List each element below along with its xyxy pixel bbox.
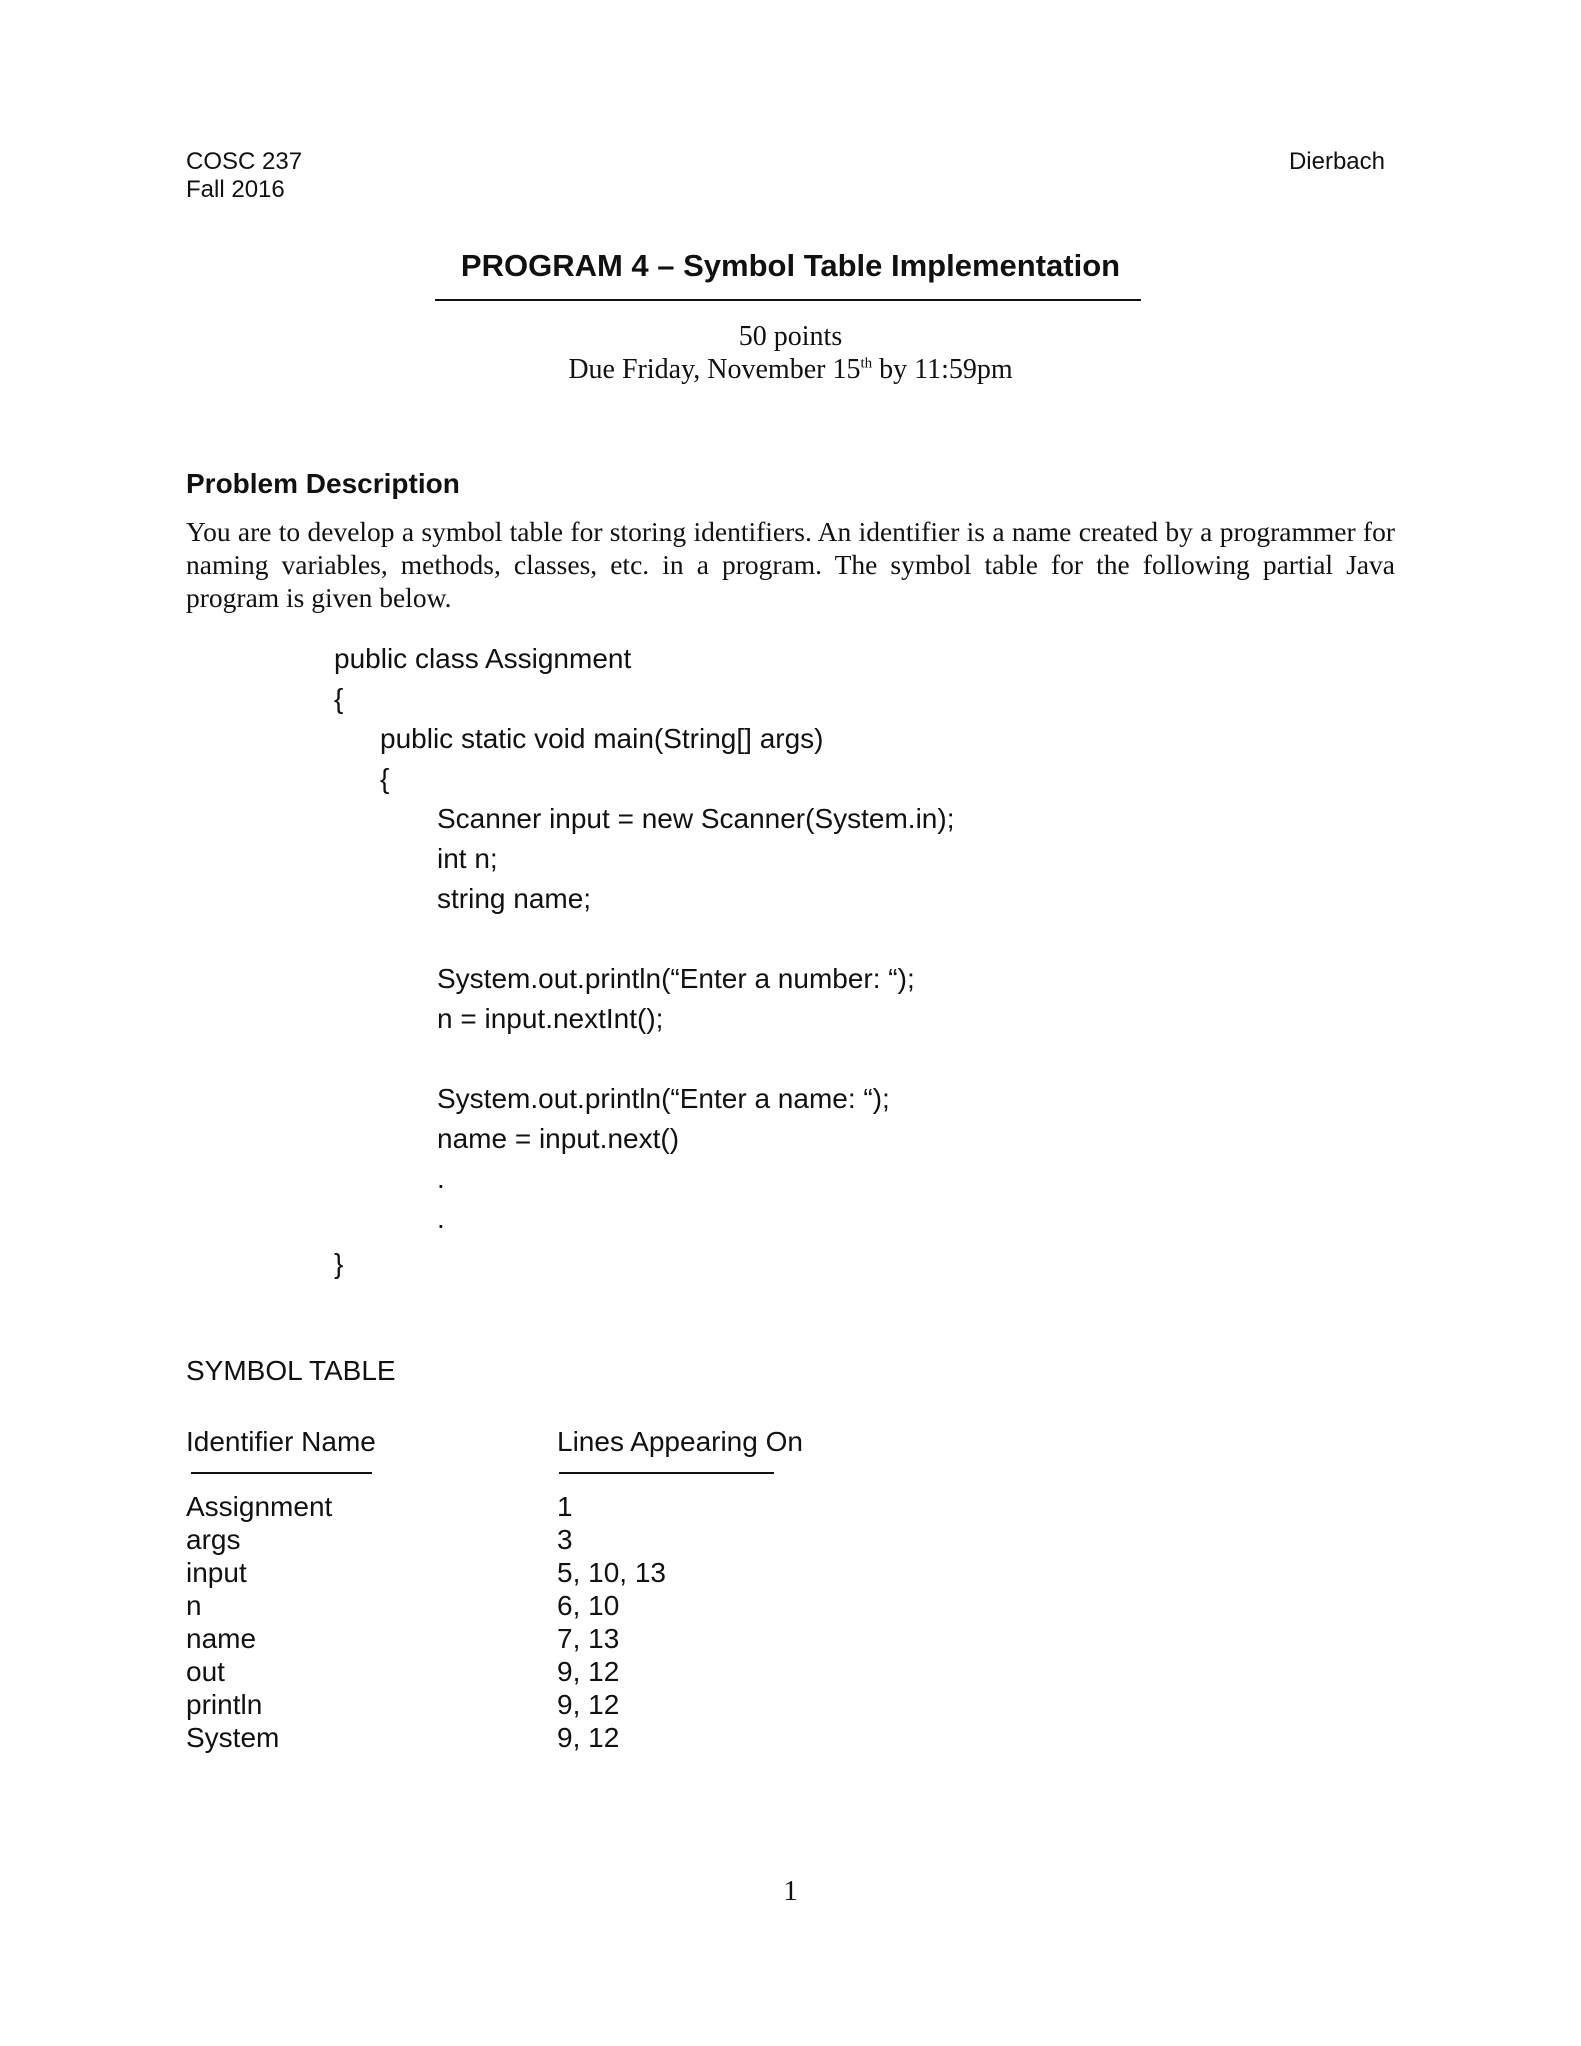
identifier-cell: name: [186, 1623, 257, 1654]
code-line: {: [380, 763, 390, 794]
code-line: {: [334, 683, 344, 714]
page-title: PROGRAM 4 – Symbol Table Implementation: [460, 248, 1121, 283]
lines-cell: 7, 13: [557, 1623, 620, 1654]
course-term: Fall 2016: [186, 176, 285, 203]
lines-cell: 9, 12: [557, 1722, 620, 1753]
code-line: }: [334, 1248, 344, 1279]
identifier-cell: out: [186, 1656, 225, 1687]
lines-cell: 1: [557, 1491, 573, 1522]
due-date-prefix: Due Friday, November 15: [568, 354, 861, 385]
course-code: COSC 237: [186, 148, 303, 175]
due-date-ordinal: th: [860, 355, 873, 372]
code-line: int n;: [437, 843, 498, 874]
identifier-cell: System: [186, 1722, 280, 1753]
lines-column: [557, 1490, 666, 1754]
column-underline: [191, 1472, 372, 1474]
lines-cell: 9, 12: [557, 1656, 620, 1687]
identifier-cell: n: [186, 1590, 202, 1621]
code-line: public static void main(String[] args): [380, 723, 824, 754]
lines-cell: 9, 12: [557, 1689, 620, 1720]
assignment-info: [0, 320, 1581, 386]
symbol-table-title: SYMBOL TABLE: [186, 1355, 396, 1386]
course-header: [186, 148, 302, 204]
code-line: public class Assignment: [334, 643, 632, 674]
lines-cell: 5, 10, 13: [557, 1557, 666, 1588]
due-date-suffix: by 11:59pm: [872, 354, 1013, 385]
title-underline: [435, 299, 1141, 301]
lines-cell: 3: [557, 1524, 573, 1555]
column-header-lines: Lines Appearing On: [557, 1426, 803, 1457]
column-header-identifier: Identifier Name: [186, 1426, 376, 1457]
column-underline: [559, 1472, 774, 1474]
identifier-cell: Assignment: [186, 1491, 333, 1522]
code-line: name = input.next(): [437, 1123, 680, 1154]
code-line: .: [437, 1163, 445, 1194]
code-line: .: [437, 1203, 445, 1234]
problem-description: You are to develop a symbol table for storing identifiers. An identifier is a name created by a programmer for naming variables, methods, classes, etc. in a program. The symbol table for the following partial Java program is given below.: [186, 516, 1395, 613]
code-line: string name;: [437, 883, 592, 914]
code-line: System.out.println(“Enter a number: “);: [437, 963, 915, 994]
points-value: 50 points: [738, 321, 843, 352]
identifier-cell: args: [186, 1524, 241, 1555]
page-number: 1: [783, 1875, 798, 1907]
identifier-column: [186, 1490, 332, 1754]
author-name: Dierbach: [1288, 148, 1385, 175]
code-line: Scanner input = new Scanner(System.in);: [437, 803, 955, 834]
due-date: [0, 353, 1581, 386]
code-line: System.out.println(“Enter a name: “);: [437, 1083, 890, 1114]
identifier-cell: input: [186, 1557, 247, 1588]
identifier-cell: println: [186, 1689, 263, 1720]
section-heading: Problem Description: [186, 468, 460, 499]
code-line: n = input.nextInt();: [437, 1003, 664, 1034]
lines-cell: 6, 10: [557, 1590, 620, 1621]
